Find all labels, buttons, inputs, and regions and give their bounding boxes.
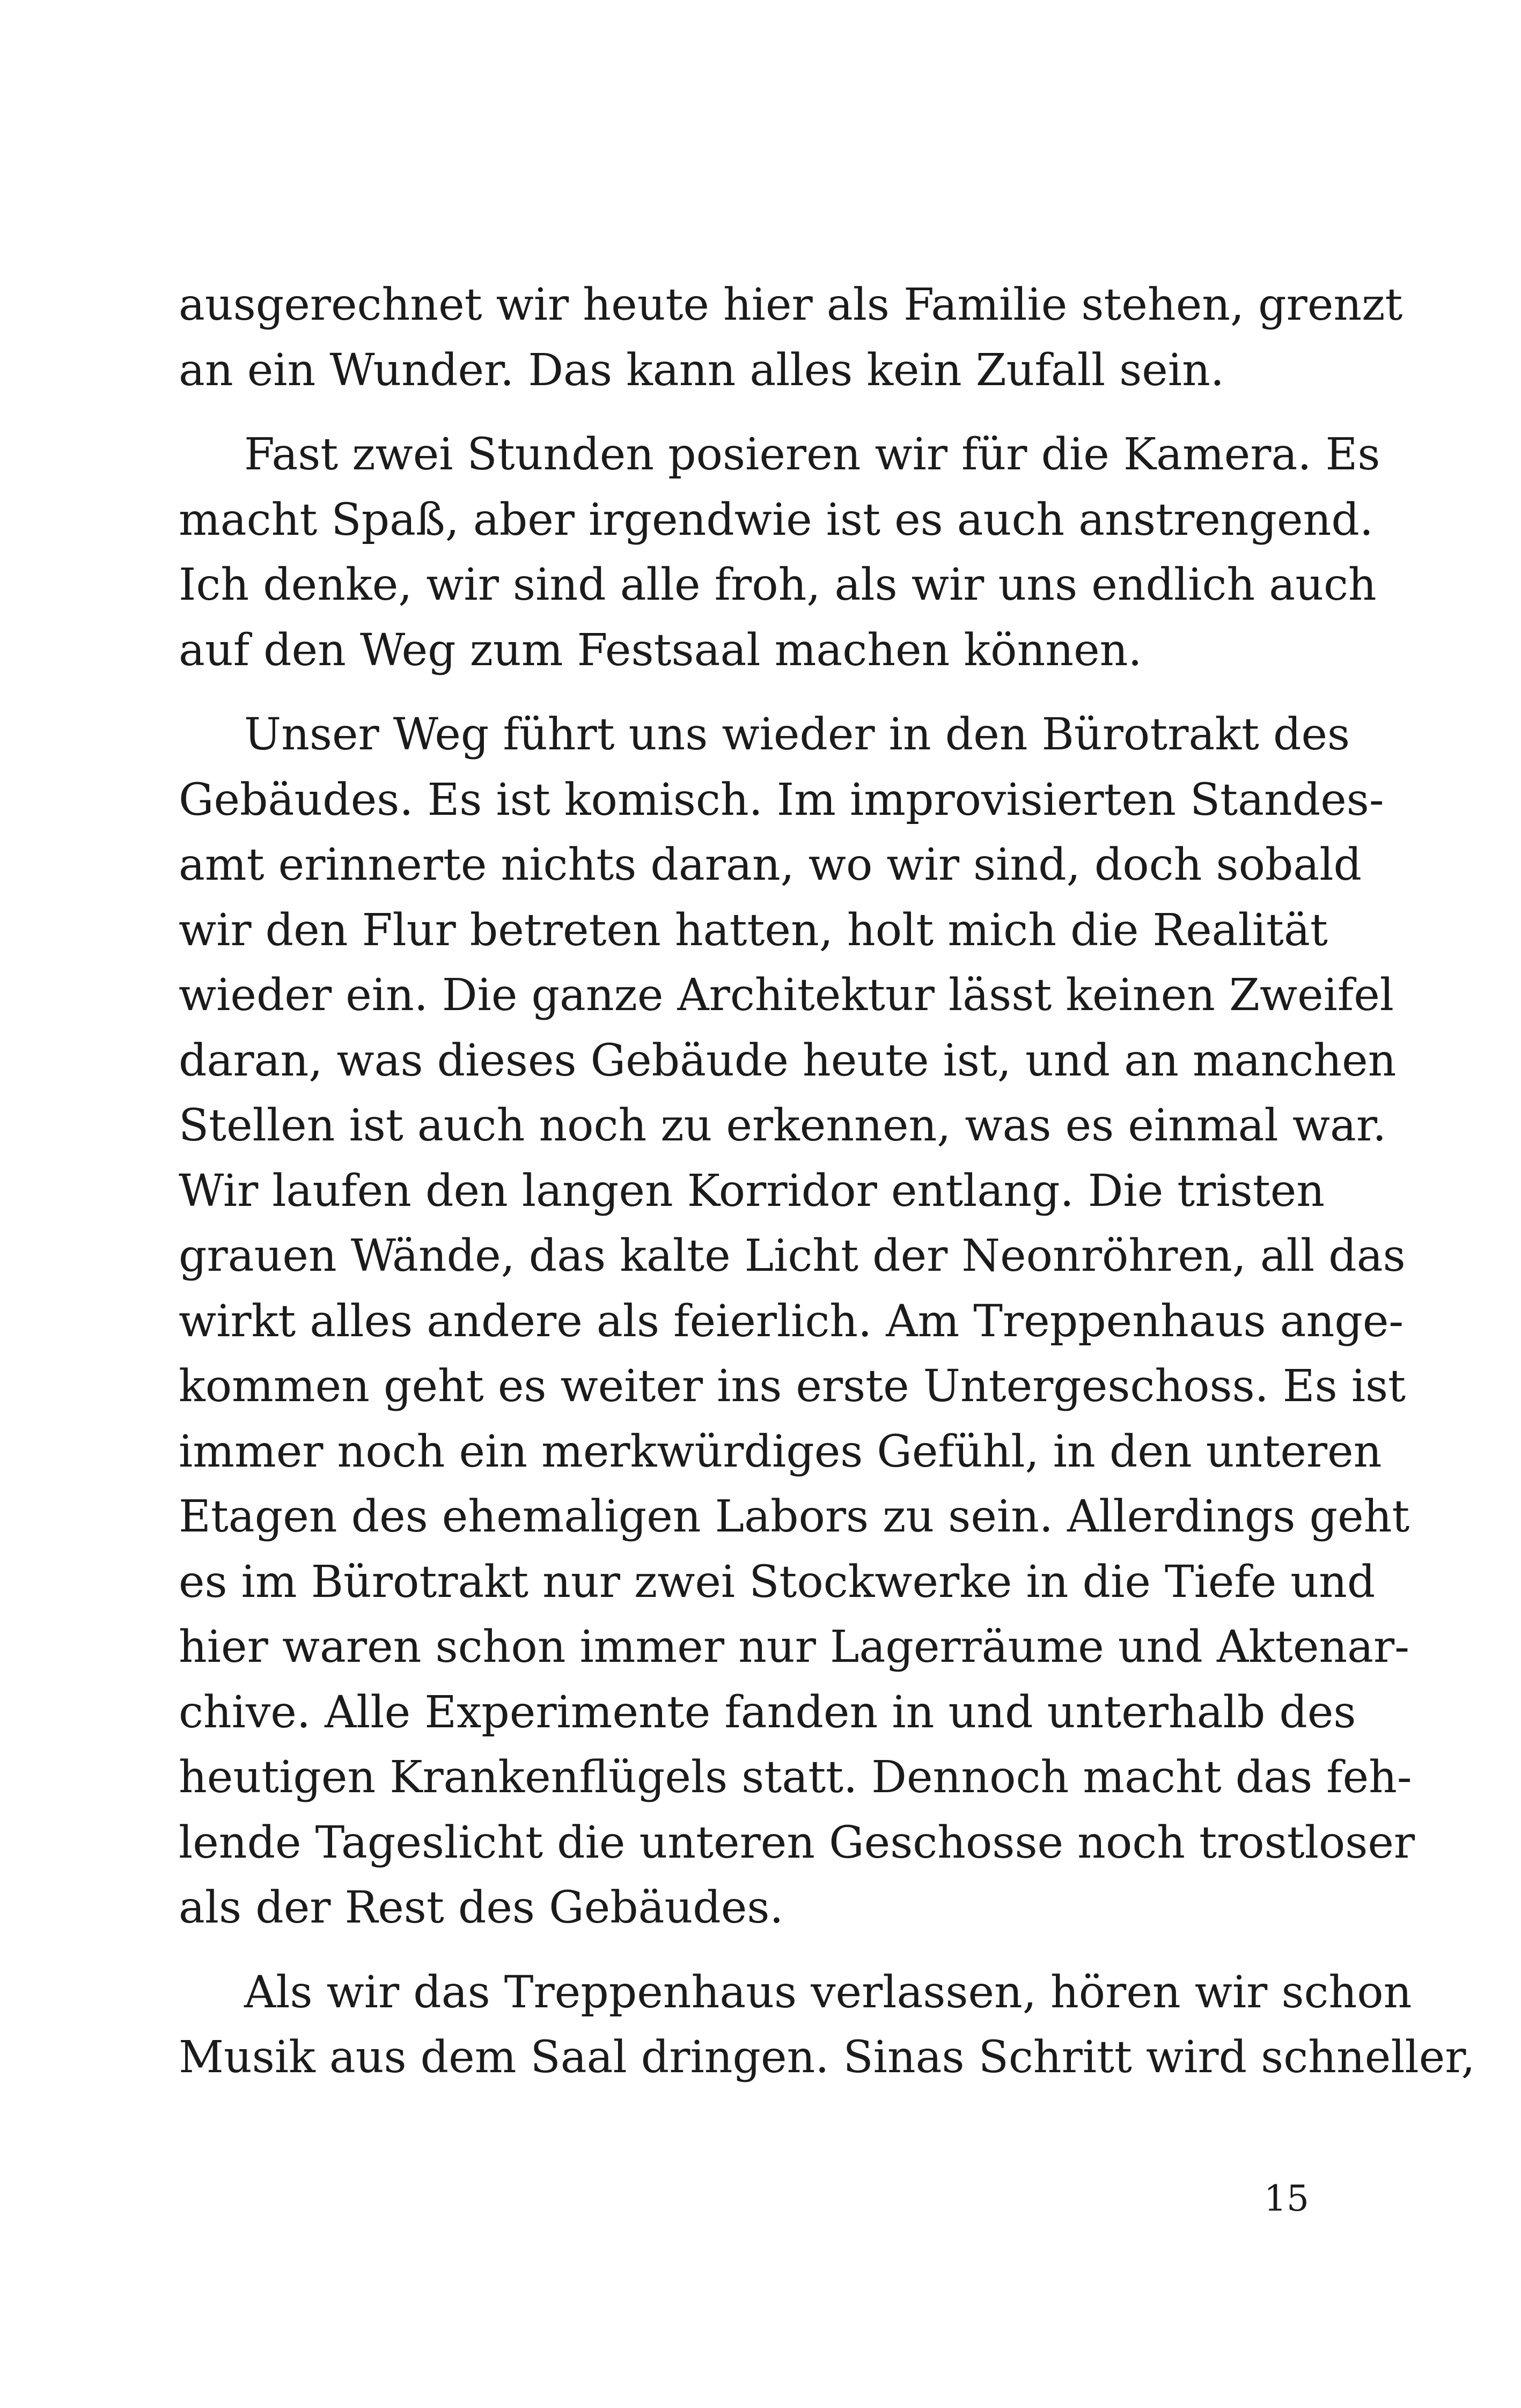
text-line: Fast zwei Stunden posieren wir für die Kamera. Es [244, 429, 1380, 480]
text-line: chive. Alle Experimente fanden in und unterhalb des [179, 1687, 1356, 1738]
text-line: wir den Flur betreten hatten, holt mich die Realität [179, 904, 1328, 956]
text-line: Als wir das Treppenhaus verlassen, hören wir schon [244, 1967, 1412, 2018]
paragraph-3 [179, 702, 1415, 1941]
paragraph-4 [179, 1960, 1475, 2090]
text-line: Musik aus dem Saal dringen. Sinas Schritt wird schneller, [179, 2032, 1475, 2083]
text-line: daran, was dieses Gebäude heute ist, und an manchen [179, 1035, 1397, 1086]
text-line: an ein Wunder. Das kann alles kein Zufall sein. [179, 344, 1224, 396]
text-line: Etagen des ehemaligen Labors zu sein. Allerdings geht [179, 1491, 1410, 1542]
paragraph-2 [179, 422, 1380, 683]
text-line: Wir laufen den langen Korridor entlang. Die tristen [179, 1165, 1325, 1217]
text-line: ausgerechnet wir heute hier als Familie stehen, grenzt [179, 279, 1403, 330]
text-line: wirkt alles andere als feierlich. Am Treppenhaus ange- [179, 1295, 1404, 1347]
text-line: Stellen ist auch noch zu erkennen, was es einmal war. [179, 1100, 1387, 1151]
text-line: wieder ein. Die ganze Architektur lässt keinen Zweifel [179, 970, 1394, 1021]
paragraph-1 [179, 273, 1403, 403]
text-line: als der Rest des Gebäudes. [179, 1882, 784, 1933]
text-line: immer noch ein merkwürdiges Gefühl, in den unteren [179, 1426, 1382, 1477]
text-line: kommen geht es weiter ins erste Untergeschoss. Es ist [179, 1361, 1406, 1412]
page-number: 15 [1264, 2178, 1309, 2219]
text-line: amt erinnerte nichts daran, wo wir sind, doch sobald [179, 840, 1362, 890]
text-line: lende Tageslicht die unteren Geschosse noch trostloser [179, 1817, 1415, 1868]
text-line: heutigen Krankenflügels statt. Dennoch macht das feh- [179, 1752, 1412, 1803]
text-line: Gebäudes. Es ist komisch. Im improvisierten Standes- [179, 774, 1384, 826]
text-line: Ich denke, wir sind alle froh, als wir uns endlich auch [179, 559, 1377, 610]
text-line: grauen Wände, das kalte Licht der Neonröhren, all das [179, 1231, 1406, 1282]
body-text [179, 273, 1475, 2110]
text-line: Unser Weg führt uns wieder in den Bürotrakt des [244, 709, 1350, 760]
text-line: hier waren schon immer nur Lagerräume und Aktenar- [179, 1622, 1409, 1673]
text-line: auf den Weg zum Festsaal machen können. [179, 624, 1142, 676]
text-line: es im Bürotrakt nur zwei Stockwerke in die Tiefe und [179, 1556, 1376, 1608]
text-line: macht Spaß, aber irgendwie ist es auch anstrengend. [179, 494, 1373, 546]
